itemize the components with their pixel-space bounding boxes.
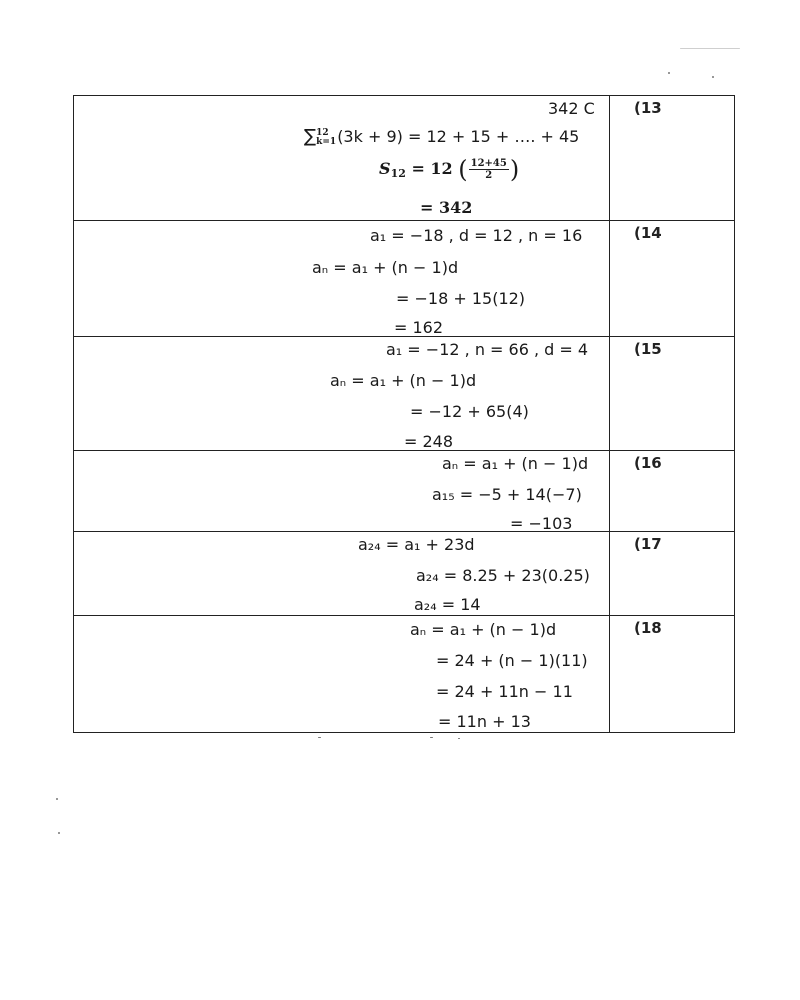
answer-row-14 — [74, 220, 734, 336]
answer-row-15 — [74, 336, 734, 450]
summation-expression: (3k + 9) = 12 + 15 + …. + 45 — [337, 127, 580, 146]
result-line: = 342 — [420, 198, 473, 217]
result-line: = 248 — [404, 432, 454, 451]
answer-table — [73, 95, 735, 733]
result-line: = −103 — [510, 514, 573, 533]
result-line: a₂₄ = 14 — [414, 595, 481, 614]
sigma-limits: 12 k=1 — [316, 127, 337, 147]
scan-speck — [430, 737, 433, 738]
scan-speck — [318, 737, 321, 738]
column-divider — [609, 616, 610, 732]
given-values-line: a₁ = −12 , n = 66 , d = 4 — [386, 340, 589, 359]
column-divider — [609, 221, 610, 336]
formula-line: a₂₄ = a₁ + 23d — [358, 535, 475, 554]
result-line: = 11n + 13 — [438, 712, 531, 731]
column-divider — [609, 337, 610, 450]
scan-speck — [56, 798, 58, 800]
scan-speck — [668, 72, 670, 74]
answer-line: 342 C — [548, 99, 595, 118]
scan-speck — [458, 738, 460, 739]
substitution-line: a₁₅ = −5 + 14(−7) — [432, 485, 582, 504]
formula-line: aₙ = a₁ + (n − 1)d — [312, 258, 459, 277]
scan-speck — [58, 832, 60, 834]
expansion-line: = 24 + 11n − 11 — [436, 682, 573, 701]
formula-line: aₙ = a₁ + (n − 1)d — [410, 620, 557, 639]
question-number: (13 — [634, 99, 662, 117]
answer-row-16 — [74, 450, 734, 531]
formula-line: aₙ = a₁ + (n − 1)d — [442, 454, 589, 473]
sigma-symbol: ∑ — [304, 126, 317, 147]
question-number: (15 — [634, 340, 662, 358]
substitution-line: = 24 + (n − 1)(11) — [436, 651, 588, 670]
question-number: (17 — [634, 535, 662, 553]
column-divider — [609, 451, 610, 531]
fraction: $\frac{12+45}{2}$ — [470, 158, 507, 181]
question-number: (14 — [634, 224, 662, 242]
question-number: (18 — [634, 619, 662, 637]
column-divider — [609, 532, 610, 615]
substitution-line: = −12 + 65(4) — [410, 402, 529, 421]
answer-row-13 — [74, 96, 734, 220]
answer-row-18 — [74, 615, 734, 732]
scan-speck — [712, 76, 714, 78]
column-divider — [609, 96, 610, 220]
scan-speck — [680, 48, 740, 49]
substitution-line: a₂₄ = 8.25 + 23(0.25) — [416, 566, 590, 585]
formula-line: aₙ = a₁ + (n − 1)d — [330, 371, 477, 390]
sum-formula-line: $S_{12} = 12$ ( $\frac{12+45}{2}$ ) — [379, 155, 520, 184]
given-values-line: a₁ = −18 , d = 12 , n = 16 — [370, 226, 583, 245]
answer-row-17 — [74, 531, 734, 615]
question-number: (16 — [634, 454, 662, 472]
summation-line — [304, 127, 579, 147]
substitution-line: = −18 + 15(12) — [396, 289, 526, 308]
result-line: = 162 — [394, 318, 444, 337]
